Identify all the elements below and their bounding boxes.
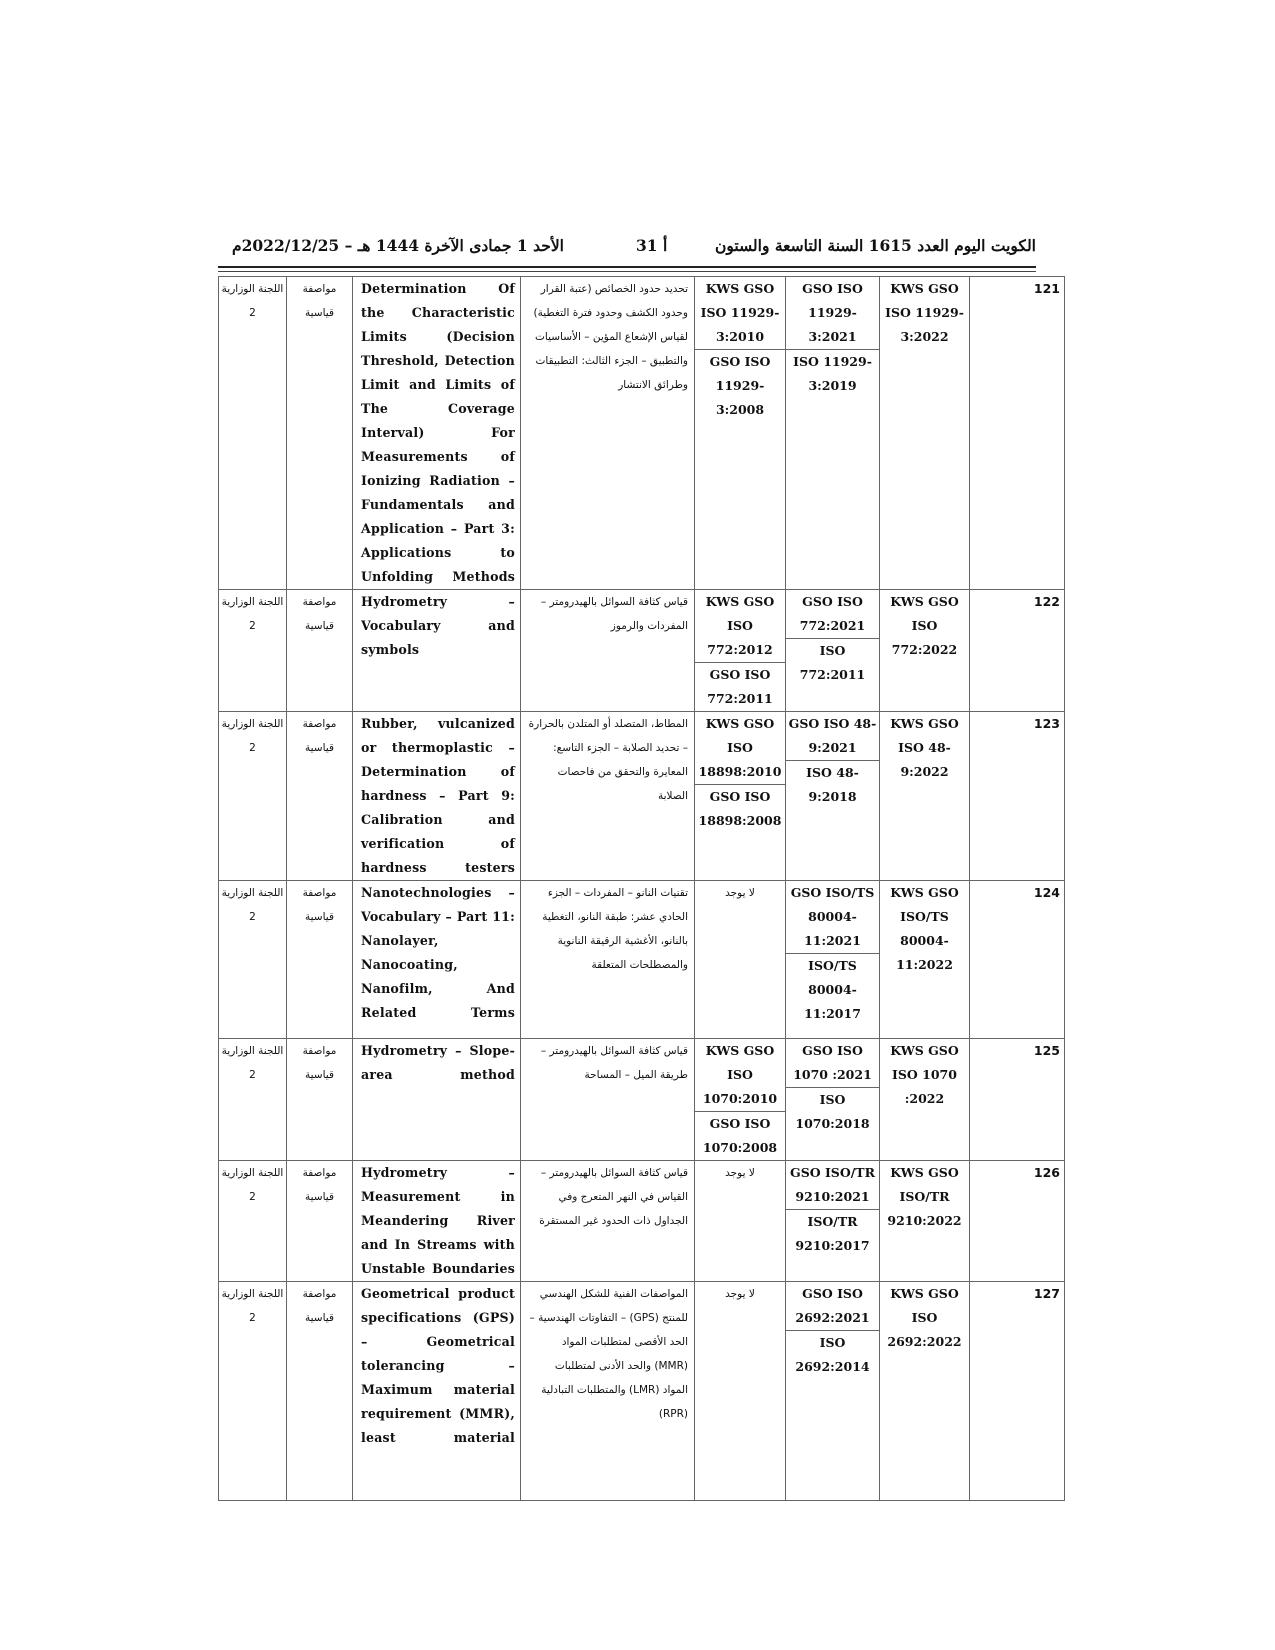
table-row	[219, 1161, 1065, 1282]
title-en-cell	[353, 712, 521, 881]
reference-cell	[786, 881, 880, 1039]
title-en-cell	[353, 881, 521, 1039]
committee: اللجنة الوزارية 2	[221, 1288, 284, 1324]
new-standard-cell	[880, 590, 970, 712]
row-number-cell	[970, 277, 1065, 590]
title-ar-cell	[521, 590, 695, 712]
title-english: Rubber, vulcanized or thermoplastic – Determination of hardness – Part 9: Calibration and verification of hardness testers	[361, 716, 515, 875]
title-arabic: المواصفات الفنية للشكل الهندسي للمنتج (GPS) – التفاوتات الهندسية – الحد الأقصى لمتطلبات المواد (MMR) والحد الأدنى لمتطلبات المواد (LMR) والمتطلبات التبادلية (RPR)	[529, 1288, 688, 1420]
standard-type: مواصفة قياسية	[302, 1045, 337, 1081]
type-cell	[287, 277, 353, 590]
old-standard: KWS GSO ISO 11929-3:2010	[700, 281, 780, 344]
title-arabic: قياس كثافة السوائل بالهيدرومتر – القياس في النهر المتعرج وفي الجداول ذات الحدود غير المستقرة	[539, 1167, 688, 1227]
reference-cell	[786, 590, 880, 712]
title-ar-cell	[521, 1039, 695, 1161]
title-ar-cell	[521, 1161, 695, 1282]
new-standard: KWS GSO ISO 772:2022	[890, 594, 959, 657]
standard-type: مواصفة قياسية	[302, 718, 337, 754]
title-en-cell	[353, 1039, 521, 1161]
committee-cell	[219, 881, 287, 1039]
committee-cell	[219, 1282, 287, 1501]
reference-cell	[786, 1282, 880, 1501]
committee-cell	[219, 1039, 287, 1161]
type-cell	[287, 881, 353, 1039]
new-standard: KWS GSO ISO 11929-3:2022	[885, 281, 964, 344]
gso-reference: GSO ISO 48-9:2021	[788, 716, 877, 755]
type-cell	[287, 1282, 353, 1501]
old-standard-cell	[695, 277, 786, 590]
page-number: أ 31	[636, 236, 668, 255]
new-standard-cell	[880, 1161, 970, 1282]
table-row	[219, 1039, 1065, 1161]
standard-type: مواصفة قياسية	[302, 596, 337, 632]
type-cell	[287, 590, 353, 712]
title-arabic: قياس كثافة السوائل بالهيدرومتر – المفردات والرموز	[540, 596, 688, 632]
old-standard: KWS GSO ISO 18898:2010	[698, 716, 782, 779]
new-standard: KWS GSO ISO/TR 9210:2022	[887, 1165, 962, 1228]
row-number-cell	[970, 1039, 1065, 1161]
gso-reference: GSO ISO 11929-3:2021	[802, 281, 863, 344]
row-number-cell	[970, 1282, 1065, 1501]
title-arabic: المطاط، المتصلد أو المتلدن بالحرارة – تحديد الصلابة – الجزء التاسع: المعايرة والتحقق من فاحصات الصلابة	[528, 718, 688, 802]
reference-cell	[786, 1161, 880, 1282]
committee: اللجنة الوزارية 2	[221, 1167, 284, 1203]
row-number: 123	[1033, 716, 1060, 731]
header-rule	[218, 266, 1036, 268]
old-standard-source: GSO ISO 18898:2008	[695, 784, 785, 833]
type-cell	[287, 1039, 353, 1161]
standards-table	[218, 276, 1065, 1501]
gso-reference: GSO ISO/TR 9210:2021	[790, 1165, 875, 1204]
old-standard: لا يوجد	[725, 1288, 755, 1300]
type-cell	[287, 1161, 353, 1282]
title-arabic: تقنيات النانو – المفردات – الجزء الحادي عشر: طبقة النانو، التغطية بالنانو، الأغشية الرقيقة النانوية والمصطلحات المتعلقة	[542, 887, 688, 971]
table-row	[219, 881, 1065, 1039]
title-en-cell	[353, 1282, 521, 1501]
iso-reference: ISO/TS 80004-11:2017	[786, 953, 879, 1026]
committee: اللجنة الوزارية 2	[221, 1045, 284, 1081]
iso-reference: ISO 11929-3:2019	[786, 349, 879, 398]
reference-cell	[786, 1039, 880, 1161]
title-arabic: قياس كثافة السوائل بالهيدرومتر – طريقة الميل – المساحة	[540, 1045, 688, 1081]
old-standard-cell	[695, 590, 786, 712]
title-en-cell	[353, 277, 521, 590]
iso-reference: ISO 1070:2018	[786, 1087, 879, 1136]
title-ar-cell	[521, 712, 695, 881]
committee-cell	[219, 712, 287, 881]
title-english: Hydrometry – Measurement in Meandering River and In Streams with Unstable Boundaries	[361, 1165, 515, 1276]
gso-reference: GSO ISO/TS 80004-11:2021	[790, 885, 875, 948]
new-standard-cell	[880, 712, 970, 881]
row-number-cell	[970, 590, 1065, 712]
old-standard: KWS GSO ISO 772:2012	[705, 594, 775, 657]
committee-cell	[219, 1161, 287, 1282]
iso-reference: ISO 2692:2014	[786, 1330, 879, 1379]
title-en-cell	[353, 590, 521, 712]
new-standard: KWS GSO ISO 1070 :2022	[890, 1043, 959, 1106]
header-rule-thin	[218, 271, 1036, 272]
row-number: 122	[1033, 594, 1060, 609]
title-ar-cell	[521, 1282, 695, 1501]
table-row	[219, 712, 1065, 881]
gso-reference: GSO ISO 1070 :2021	[793, 1043, 872, 1082]
title-english: Hydrometry – Slope-area method	[361, 1043, 515, 1082]
new-standard-cell	[880, 277, 970, 590]
title-english: Nanotechnologies – Vocabulary – Part 11: Nanolayer, Nanocoating, Nanofilm, And Related Terms	[361, 885, 515, 1020]
row-number-cell	[970, 712, 1065, 881]
old-standard-cell	[695, 712, 786, 881]
new-standard: KWS GSO ISO 48-9:2022	[890, 716, 959, 779]
committee: اللجنة الوزارية 2	[221, 596, 284, 632]
title-english: Determination Of the Characteristic Limits (Decision Threshold, Detection Limit and Limits of The Coverage Interval) For Measurements of Ionizing Radiation – Fundamentals and Application – Part 3: Applications to Unfolding Methods	[361, 281, 515, 584]
new-standard: KWS GSO ISO/TS 80004-11:2022	[890, 885, 959, 972]
standard-type: مواصفة قياسية	[302, 1167, 337, 1203]
row-number-cell	[970, 1161, 1065, 1282]
old-standard-cell	[695, 1282, 786, 1501]
iso-reference: ISO 48-9:2018	[786, 760, 879, 809]
standard-type: مواصفة قياسية	[302, 283, 337, 319]
row-number: 124	[1033, 885, 1060, 900]
title-ar-cell	[521, 277, 695, 590]
old-standard: لا يوجد	[725, 1167, 755, 1179]
gso-reference: GSO ISO 772:2021	[799, 594, 866, 633]
old-standard: لا يوجد	[725, 887, 755, 899]
page-header	[218, 232, 1036, 266]
old-standard-cell	[695, 1161, 786, 1282]
title-english: Geometrical product specifications (GPS) – Geometrical tolerancing – Maximum material requirement (MMR), least material	[361, 1286, 515, 1445]
title-ar-cell	[521, 881, 695, 1039]
old-standard: KWS GSO ISO 1070:2010	[702, 1043, 778, 1106]
committee: اللجنة الوزارية 2	[221, 283, 284, 319]
title-en-cell	[353, 1161, 521, 1282]
committee-cell	[219, 277, 287, 590]
title-arabic: تحديد حدود الخصائص (عتبة القرار وحدود الكشف وحدود فترة التغطية) لقياس الإشعاع المؤين – الأساسيات والتطبيق – الجزء الثالث: التطبيقات وطرائق الانتشار	[533, 283, 688, 391]
old-standard-source: GSO ISO 772:2011	[695, 662, 785, 711]
old-standard-cell	[695, 1039, 786, 1161]
reference-cell	[786, 712, 880, 881]
iso-reference: ISO/TR 9210:2017	[786, 1209, 879, 1258]
new-standard: KWS GSO ISO 2692:2022	[887, 1286, 962, 1349]
standard-type: مواصفة قياسية	[302, 1288, 337, 1324]
committee: اللجنة الوزارية 2	[221, 887, 284, 923]
standard-type: مواصفة قياسية	[302, 887, 337, 923]
committee-cell	[219, 590, 287, 712]
table-row	[219, 277, 1065, 590]
committee: اللجنة الوزارية 2	[221, 718, 284, 754]
row-number: 126	[1033, 1165, 1060, 1180]
title-english: Hydrometry – Vocabulary and symbols	[361, 594, 515, 657]
row-number: 127	[1033, 1286, 1060, 1301]
old-standard-source: GSO ISO 11929-3:2008	[695, 349, 785, 422]
old-standard-cell	[695, 881, 786, 1039]
table-row	[219, 590, 1065, 712]
issue-date: الأحد 1 جمادى الآخرة 1444 هـ – 2022/12/25م	[232, 236, 564, 255]
gazette-issue: الكويت اليوم العدد 1615 السنة التاسعة والستون	[715, 236, 1036, 255]
row-number-cell	[970, 881, 1065, 1039]
reference-cell	[786, 277, 880, 590]
gso-reference: GSO ISO 2692:2021	[795, 1286, 870, 1325]
new-standard-cell	[880, 1039, 970, 1161]
row-number: 121	[1033, 281, 1060, 296]
table-row	[219, 1282, 1065, 1501]
old-standard-source: GSO ISO 1070:2008	[695, 1111, 785, 1160]
new-standard-cell	[880, 881, 970, 1039]
new-standard-cell	[880, 1282, 970, 1501]
iso-reference: ISO 772:2011	[786, 638, 879, 687]
row-number: 125	[1033, 1043, 1060, 1058]
type-cell	[287, 712, 353, 881]
